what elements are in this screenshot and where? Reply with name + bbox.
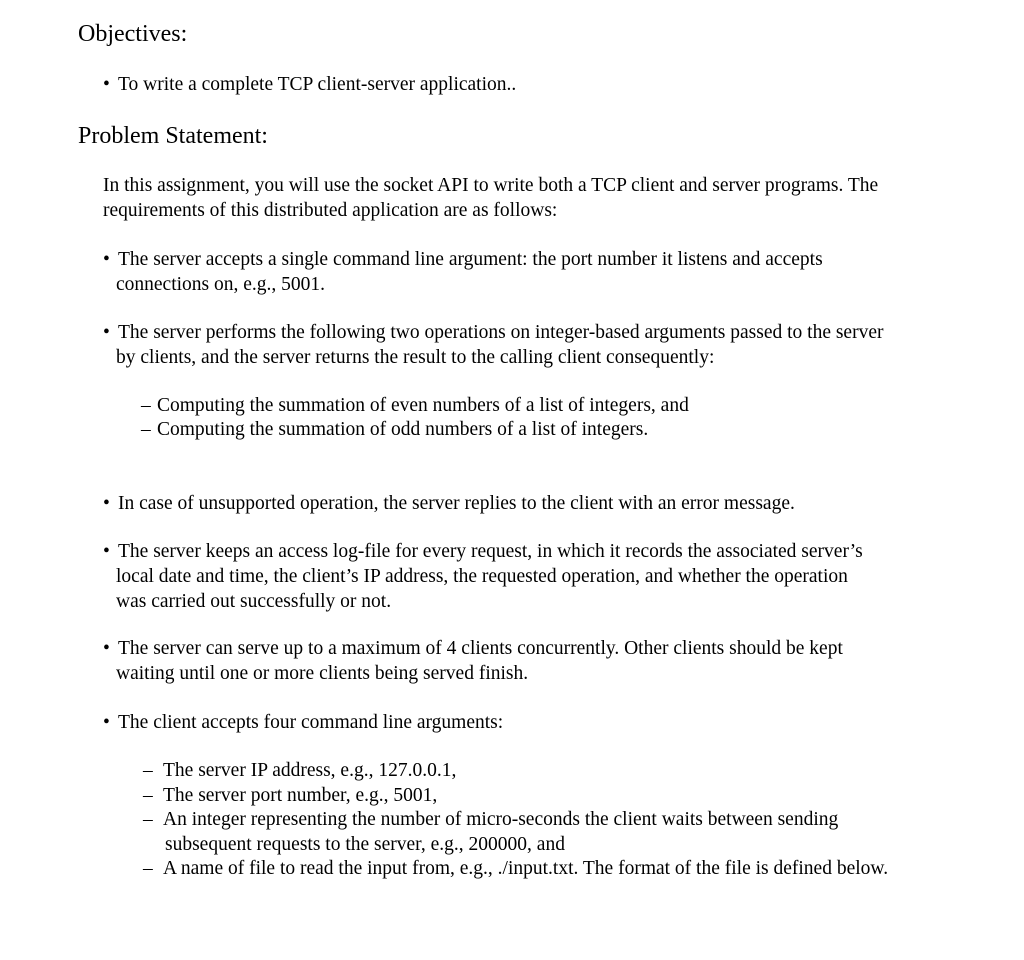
dash-icon: – xyxy=(141,419,151,440)
bullet-icon: • xyxy=(103,712,110,733)
bullet-line: The client accepts four command line arguments: xyxy=(118,712,504,733)
bullet-line: waiting until one or more clients being served finish. xyxy=(116,663,529,684)
problem-statement-heading: Problem Statement: xyxy=(78,123,268,149)
dash-icon: – xyxy=(143,760,153,781)
dash-icon: – xyxy=(143,785,153,806)
bullet-line: by clients, and the server returns the result to the calling client consequently: xyxy=(116,347,715,368)
bullet-line: In case of unsupported operation, the server replies to the client with an error message. xyxy=(118,493,795,514)
dash-icon: – xyxy=(143,858,153,879)
dash-icon: – xyxy=(141,395,151,416)
sub-item: The server IP address, e.g., 127.0.0.1, xyxy=(163,760,457,781)
sub-item: The server port number, e.g., 5001, xyxy=(163,785,438,806)
bullet-icon: • xyxy=(103,74,110,95)
bullet-line: local date and time, the client’s IP address, the requested operation, and whether the operation xyxy=(116,566,848,587)
bullet-icon: • xyxy=(103,638,110,659)
objective-item: To write a complete TCP client-server application.. xyxy=(118,74,517,95)
sub-item: Computing the summation of odd numbers of a list of integers. xyxy=(157,419,649,440)
bullet-icon: • xyxy=(103,249,110,270)
bullet-line: The server performs the following two operations on integer-based arguments passed to the server xyxy=(118,322,884,343)
bullet-line: The server can serve up to a maximum of 4 clients concurrently. Other clients should be kept xyxy=(118,638,843,659)
bullet-line: The server keeps an access log-file for every request, in which it records the associated server’s xyxy=(118,541,863,562)
sub-item: Computing the summation of even numbers of a list of integers, and xyxy=(157,395,689,416)
sub-item-continuation: subsequent requests to the server, e.g., 200000, and xyxy=(165,834,565,855)
bullet-icon: • xyxy=(103,541,110,562)
objectives-heading: Objectives: xyxy=(78,21,188,47)
sub-item: An integer representing the number of micro-seconds the client waits between sending xyxy=(163,809,839,830)
bullet-line: was carried out successfully or not. xyxy=(116,591,392,612)
bullet-icon: • xyxy=(103,493,110,514)
sub-item: A name of file to read the input from, e.g., ./input.txt. The format of the file is defined below. xyxy=(163,858,889,879)
bullet-line: The server accepts a single command line argument: the port number it listens and accepts xyxy=(118,249,823,270)
bullet-line: connections on, e.g., 5001. xyxy=(116,274,326,295)
intro-line: requirements of this distributed application are as follows: xyxy=(103,200,558,221)
dash-icon: – xyxy=(143,809,153,830)
bullet-icon: • xyxy=(103,322,110,343)
intro-line: In this assignment, you will use the socket API to write both a TCP client and server programs. The xyxy=(103,175,879,196)
